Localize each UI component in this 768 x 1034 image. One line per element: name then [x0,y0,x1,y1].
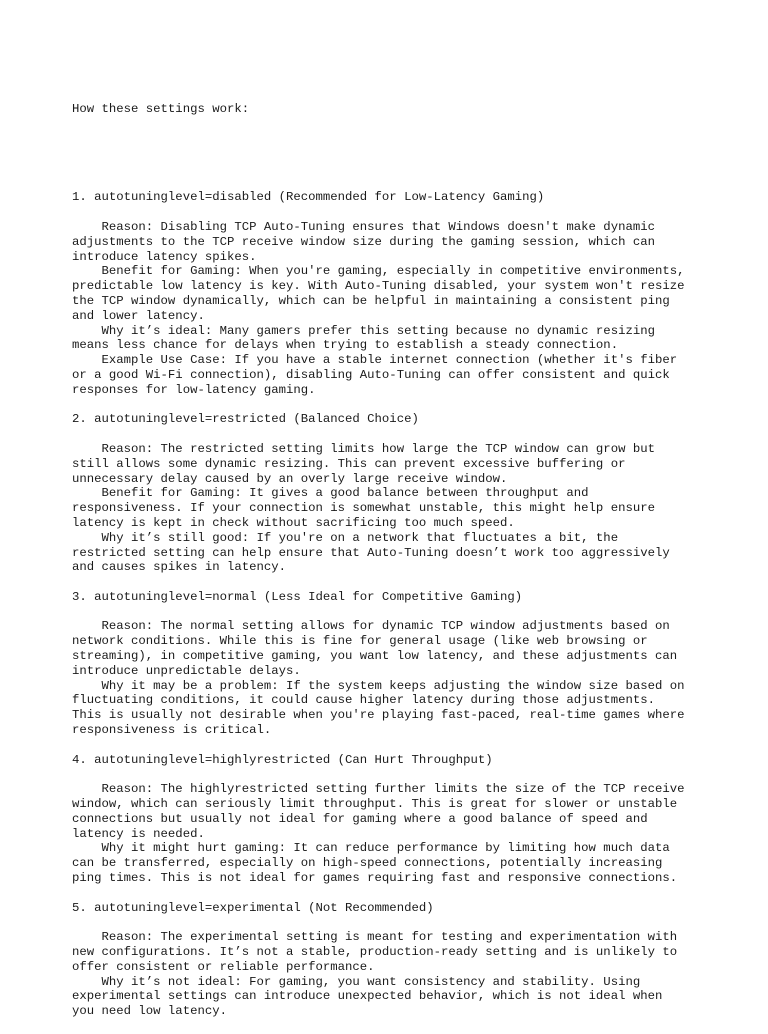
paragraph-line: restricted setting can help ensure that Auto-Tuning doesn’t work too aggressively [72,545,670,560]
sections-container [72,190,732,1019]
paragraph-line: and causes spikes in latency. [72,560,287,575]
paragraph-line: Reason: Disabling TCP Auto-Tuning ensures that Windows doesn't make dynamic [72,219,655,234]
paragraph-line: window, which can seriously limit throughput. This is great for slower or unstable [72,797,678,812]
paragraph-line: fluctuating conditions, it could cause higher latency during those adjustments. [72,693,655,708]
spacer [72,915,732,930]
paragraph [72,264,732,323]
spacer [72,605,732,620]
paragraph-line: Why it may be a problem: If the system keeps adjusting the window size based on [72,678,685,693]
paragraph-line: unnecessary delay caused by an overly large receive window. [72,471,508,486]
paragraph-line: latency is kept in check without sacrificing too much speed. [72,515,515,530]
paragraph-line: predictable low latency is key. With Auto-Tuning disabled, your system won't resize [72,279,685,294]
paragraph-line: or a good Wi-Fi connection), disabling Auto-Tuning can offer consistent and quick [72,367,670,382]
section-5 [72,901,732,1019]
document-body [72,72,732,1034]
spacer [72,767,732,782]
spacer [72,427,732,442]
paragraph-line: Why it might hurt gaming: It can reduce performance by limiting how much data [72,841,670,856]
paragraph [72,486,732,530]
paragraph-line: responsiveness is critical. [72,723,272,738]
paragraph-line: Why it’s not ideal: For gaming, you want consistency and stability. Using [72,974,641,989]
paragraph [72,324,732,354]
spacer [72,575,732,590]
paragraph [72,841,732,885]
intro-line: How these settings work: [72,101,250,116]
paragraph-line: new configurations. It’s not a stable, production-ready setting and is unlikely to [72,945,678,960]
paragraph [72,619,732,678]
paragraph [72,442,732,486]
paragraph-line: responses for low-latency gaming. [72,382,316,397]
paragraph-line: introduce latency spikes. [72,249,257,264]
paragraph-line: Reason: The normal setting allows for dynamic TCP window adjustments based on [72,619,670,634]
spacer [72,886,732,901]
spacer [72,398,732,413]
paragraph-line: latency is needed. [72,826,205,841]
paragraph [72,782,732,841]
paragraph-line: and lower latency. [72,308,205,323]
paragraph-line: experimental settings can introduce unexpected behavior, which is not ideal when [72,989,663,1004]
paragraph-line: Reason: The highlyrestricted setting further limits the size of the TCP receive [72,782,685,797]
paragraph [72,975,732,1019]
paragraph [72,930,732,974]
section-heading: 2. autotuninglevel=restricted (Balanced Choice) [72,412,419,427]
section-heading: 3. autotuninglevel=normal (Less Ideal for Competitive Gaming) [72,589,523,604]
spacer [72,738,732,753]
paragraph-line: still allows some dynamic resizing. This can prevent excessive buffering or [72,456,626,471]
section-4 [72,753,732,901]
section-heading: 1. autotuninglevel=disabled (Recommended for Low-Latency Gaming) [72,190,545,205]
spacer [72,146,732,161]
paragraph-line: Benefit for Gaming: It gives a good balance between throughput and [72,486,589,501]
paragraph-line: means less chance for delays when trying to establish a steady connection. [72,338,619,353]
paragraph-line: you need low latency. [72,1004,227,1019]
paragraph [72,353,732,397]
paragraph-line: the TCP window dynamically, which can be helpful in maintaining a consistent ping [72,293,670,308]
paragraph-line: network conditions. While this is fine for general usage (like web browsing or [72,634,648,649]
paragraph-line: Example Use Case: If you have a stable internet connection (whether it's fiber [72,353,678,368]
section-3 [72,590,732,753]
paragraph [72,679,732,738]
paragraph-line: streaming), in competitive gaming, you want low latency, and these adjustments can [72,649,678,664]
paragraph-line: Reason: The experimental setting is meant for testing and experimentation with [72,930,678,945]
spacer [72,205,732,220]
section-heading: 5. autotuninglevel=experimental (Not Recommended) [72,900,434,915]
paragraph-line: Benefit for Gaming: When you're gaming, especially in competitive environments, [72,264,685,279]
paragraph-line: connections but usually not ideal for gaming where a good balance of speed and [72,811,648,826]
paragraph-line: introduce unpredictable delays. [72,663,301,678]
paragraph-line: offer consistent or reliable performance. [72,959,375,974]
paragraph-line: can be transferred, especially on high-speed connections, potentially increasing [72,856,663,871]
paragraph-line: This is usually not desirable when you're playing fast-paced, real-time games where [72,708,685,723]
paragraph [72,220,732,264]
paragraph-line: responsiveness. If your connection is somewhat unstable, this might help ensure [72,501,655,516]
section-1 [72,190,732,412]
paragraph-line: Why it’s ideal: Many gamers prefer this setting because no dynamic resizing [72,323,655,338]
section-2 [72,412,732,590]
paragraph-line: Reason: The restricted setting limits how large the TCP window can grow but [72,441,655,456]
paragraph-line: Why it’s still good: If you're on a network that fluctuates a bit, the [72,530,619,545]
paragraph-line: adjustments to the TCP receive window size during the gaming session, which can [72,234,655,249]
paragraph [72,531,732,575]
section-heading: 4. autotuninglevel=highlyrestricted (Can Hurt Throughput) [72,752,493,767]
paragraph-line: ping times. This is not ideal for games requiring fast and responsive connections. [72,871,678,886]
